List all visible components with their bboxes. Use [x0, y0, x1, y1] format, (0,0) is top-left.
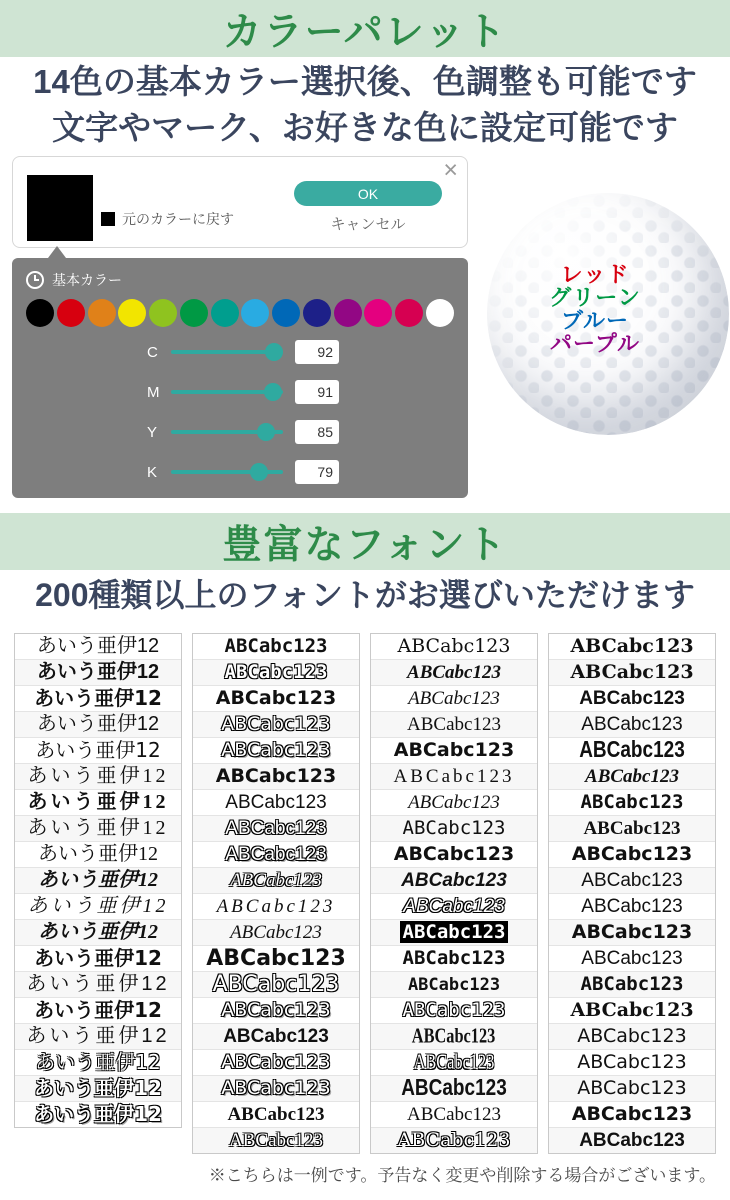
- font-sample-row: [193, 1075, 359, 1101]
- color-picker-dialog: [12, 156, 468, 248]
- font-sample-row: [15, 789, 181, 815]
- font-sample-text: あいう亜伊12: [38, 921, 158, 943]
- slider-track[interactable]: [171, 470, 283, 474]
- font-sample-text: あいう亜伊12: [27, 791, 169, 813]
- color-picker-area: [0, 153, 730, 505]
- color-dot[interactable]: [364, 299, 392, 327]
- font-sample-text: ABCabc123: [583, 818, 681, 839]
- font-sample-row: [371, 789, 537, 815]
- font-sample-text: ABCabc123: [225, 792, 327, 813]
- font-sample-row: [193, 1023, 359, 1049]
- font-sample-row: [549, 737, 715, 763]
- cancel-button[interactable]: キャンセル: [330, 216, 406, 233]
- font-sample-text: ABCabc123: [225, 818, 327, 839]
- font-sample-row: [549, 1127, 715, 1153]
- color-dot[interactable]: [334, 299, 362, 327]
- font-sample-text: ABCabc123: [215, 765, 337, 787]
- font-sample-text: ABCabc123: [407, 975, 501, 995]
- cmyk-sliders: [26, 332, 454, 492]
- font-sample-row: [549, 867, 715, 893]
- font-sample-row: [371, 737, 537, 763]
- font-sample-text: あいう亜伊12: [27, 895, 169, 917]
- slider-track[interactable]: [171, 350, 283, 354]
- font-sample-row: [15, 763, 181, 789]
- font-sample-text: ABCabc123: [402, 947, 506, 969]
- font-sample-row: [549, 815, 715, 841]
- font-sample-row: [371, 1101, 537, 1127]
- font-sample-text: ABCabc123: [571, 1103, 693, 1125]
- slider-value-input[interactable]: 85: [295, 420, 339, 444]
- font-sample-row: [371, 763, 537, 789]
- font-sample-text: ABCabc123: [206, 946, 346, 971]
- font-sample-text: ABCabc123: [221, 1051, 331, 1073]
- font-sample-text: ABCabc123: [577, 1077, 687, 1099]
- slider-knob[interactable]: [257, 423, 275, 441]
- font-sample-row: [193, 789, 359, 815]
- font-sample-text: ABCabc123: [393, 766, 515, 787]
- font-sample-row: [193, 919, 359, 945]
- font-sample-text: ABCabc123: [570, 635, 694, 657]
- font-sample-row: [193, 737, 359, 763]
- font-sample-row: [15, 634, 181, 659]
- font-sample-row: [15, 1049, 181, 1075]
- color-dot[interactable]: [426, 299, 454, 327]
- color-dot[interactable]: [26, 299, 54, 327]
- font-sample-column: [370, 633, 538, 1154]
- font-banner: [0, 513, 730, 570]
- font-sample-row: [371, 711, 537, 737]
- font-sample-text: あいう亜伊12: [38, 843, 158, 865]
- original-color-chip: [101, 212, 115, 226]
- font-sample-row: [193, 634, 359, 659]
- slider-track[interactable]: [171, 390, 283, 394]
- font-sample-text: ABCabc123: [579, 737, 685, 763]
- font-sample-text: ABCabc123: [393, 739, 515, 761]
- font-sample-row: [193, 763, 359, 789]
- palette-banner-title: カラーパレット: [222, 10, 508, 54]
- font-sample-text: ABCabc123: [215, 687, 337, 709]
- font-sample-grid: [14, 633, 716, 1154]
- font-sample-row: [193, 867, 359, 893]
- font-sample-text: あいう亜伊12: [26, 1025, 170, 1047]
- font-sample-row: [371, 1127, 537, 1153]
- font-sample-text: ABCabc123: [581, 896, 683, 917]
- font-banner-title: 豊富なフォント: [222, 523, 508, 567]
- font-sample-row: [371, 841, 537, 867]
- font-sample-row: [15, 997, 181, 1023]
- font-sample-row: [371, 685, 537, 711]
- color-dot[interactable]: [57, 299, 85, 327]
- font-sample-row: [549, 893, 715, 919]
- font-sample-row: [15, 815, 181, 841]
- ball-color-labels: [487, 263, 703, 355]
- font-sample-text: ABCabc123: [212, 972, 340, 997]
- ball-color-label: パープル: [549, 331, 641, 356]
- selected-color-swatch: [27, 175, 93, 241]
- font-sample-text: ABCabc123: [397, 1129, 511, 1151]
- font-sample-text: ABCabc123: [402, 999, 506, 1021]
- font-sample-row: [15, 711, 181, 737]
- font-sample-text: あいう亜伊12: [36, 661, 160, 683]
- font-sample-row: [549, 1075, 715, 1101]
- reset-color-label: 元のカラーに戻す: [122, 211, 234, 227]
- font-sample-text: ABCabc123: [577, 1051, 687, 1073]
- font-sample-text: ABCabc123: [401, 870, 507, 891]
- font-sample-row: [15, 737, 181, 763]
- font-sample-row: [549, 634, 715, 659]
- slider-value-input[interactable]: 91: [295, 380, 339, 404]
- font-sample-text: ABCabc123: [230, 870, 322, 891]
- font-sample-row: [549, 763, 715, 789]
- slider-label: Y: [147, 423, 158, 441]
- font-sample-text: ABCabc123: [581, 870, 683, 891]
- font-sample-text: ABCabc123: [224, 635, 328, 657]
- font-sample-text: ABCabc123: [585, 766, 679, 787]
- font-sample-row: [193, 841, 359, 867]
- font-sample-row: [549, 841, 715, 867]
- font-sample-row: [549, 789, 715, 815]
- basic-color-label: 基本カラー: [52, 272, 122, 288]
- font-sample-text: ABCabc123: [571, 921, 693, 943]
- cmyk-slider-row: [26, 452, 454, 492]
- font-sample-text: ABCabc123: [401, 1075, 507, 1101]
- font-sample-row: [193, 659, 359, 685]
- slider-knob[interactable]: [264, 383, 282, 401]
- font-sample-row: [371, 893, 537, 919]
- cmyk-slider-row: [26, 412, 454, 452]
- font-sample-row: [193, 971, 359, 997]
- color-dot[interactable]: [211, 299, 239, 327]
- close-icon[interactable]: ×: [443, 156, 458, 184]
- font-sample-column: [548, 633, 716, 1154]
- font-sample-row: [371, 867, 537, 893]
- font-sample-text: あいう亜伊12: [27, 817, 169, 839]
- slider-track[interactable]: [171, 430, 283, 434]
- font-sample-text: ABCabc123: [227, 1104, 325, 1125]
- font-sample-row: [549, 945, 715, 971]
- font-sample-row: [15, 893, 181, 919]
- font-sample-row: [15, 945, 181, 971]
- font-sample-column: [192, 633, 360, 1154]
- font-sample-row: [193, 1127, 359, 1153]
- font-sample-row: [549, 685, 715, 711]
- font-sample-row: [15, 971, 181, 997]
- font-sample-row: [371, 1049, 537, 1075]
- color-dot[interactable]: [241, 299, 269, 327]
- font-sample-row: [549, 997, 715, 1023]
- font-sample-text: ABCabc123: [408, 688, 500, 709]
- font-sample-text: あいう亜伊12: [35, 1050, 161, 1074]
- slider-label: M: [147, 383, 160, 401]
- font-sample-row: [15, 685, 181, 711]
- font-sample-text: あいう亜伊12: [27, 765, 169, 787]
- basic-color-dots: [26, 298, 454, 328]
- font-sample-row: [371, 945, 537, 971]
- palette-headline-line1: 14色の基本カラー選択後、色調整も可能です: [33, 63, 697, 100]
- basic-color-header: [26, 270, 454, 290]
- font-sample-row: [15, 1023, 181, 1049]
- font-sample-column: [14, 633, 182, 1128]
- golf-ball-image: [487, 193, 729, 435]
- font-sample-text: ABCabc123: [229, 1130, 323, 1151]
- slider-knob[interactable]: [265, 343, 283, 361]
- font-sample-row: [193, 685, 359, 711]
- font-sample-row: [193, 1049, 359, 1075]
- font-sample-text: あいう亜伊12: [34, 1076, 162, 1100]
- font-sample-row: [371, 634, 537, 659]
- font-sample-row: [371, 919, 537, 945]
- color-dot[interactable]: [118, 299, 146, 327]
- font-headline: 200種類以上のフォントがお選びいただけます: [35, 577, 695, 613]
- font-sample-text: ABCabc123: [570, 661, 694, 683]
- font-sample-row: [549, 659, 715, 685]
- font-sample-row: [549, 1049, 715, 1075]
- font-sample-text: ABCabc123: [407, 662, 501, 683]
- color-dot[interactable]: [180, 299, 208, 327]
- font-sample-text: ABCabc123: [577, 1025, 687, 1047]
- color-dot[interactable]: [88, 299, 116, 327]
- panel-pointer-triangle: [48, 246, 66, 258]
- font-sample-text: ABCabc123: [571, 843, 693, 865]
- reset-color-button[interactable]: [101, 209, 234, 229]
- font-sample-row: [371, 1075, 537, 1101]
- font-sample-row: [193, 1101, 359, 1127]
- font-sample-text: ABCabc123: [221, 999, 331, 1021]
- palette-headline-line2: 文字やマーク、お好きな色に設定可能です: [52, 109, 678, 146]
- font-sample-text: ABCabc123: [581, 948, 683, 969]
- font-sample-text: ABCabc123: [224, 661, 328, 683]
- clock-icon: [26, 271, 44, 289]
- slider-knob[interactable]: [250, 463, 268, 481]
- font-sample-row: [193, 815, 359, 841]
- font-sample-text: ABCabc123: [412, 1024, 496, 1049]
- slider-value-input[interactable]: 79: [295, 460, 339, 484]
- font-sample-row: [193, 711, 359, 737]
- color-dot[interactable]: [395, 299, 423, 327]
- font-sample-text: ABCabc123: [225, 844, 327, 865]
- font-sample-text: ABCabc123: [221, 1077, 331, 1099]
- font-sample-text: ABCabc123: [407, 714, 501, 735]
- font-sample-row: [549, 1023, 715, 1049]
- font-sample-row: [371, 971, 537, 997]
- color-dot[interactable]: [272, 299, 300, 327]
- font-sample-text: ABCabc123: [579, 688, 685, 709]
- font-sample-text: ABCabc123: [223, 1026, 329, 1047]
- palette-banner: [0, 0, 730, 57]
- slider-label: C: [147, 343, 158, 361]
- font-sample-row: [15, 1075, 181, 1101]
- color-dot[interactable]: [149, 299, 177, 327]
- cmyk-slider-row: [26, 332, 454, 372]
- slider-label: K: [147, 463, 158, 481]
- font-sample-row: [371, 1023, 537, 1049]
- font-sample-text: ABCabc123: [397, 635, 511, 657]
- font-sample-row: [15, 867, 181, 893]
- ball-color-label: グリーン: [549, 285, 641, 310]
- ball-color-label: レッド: [560, 262, 630, 287]
- font-sample-text: ABCabc123: [580, 973, 684, 995]
- font-sample-text: あいう亜伊12: [34, 1102, 162, 1126]
- font-sample-text: あいう亜伊12: [34, 686, 162, 710]
- font-sample-text: ABCabc123: [403, 896, 505, 917]
- font-sample-text: ABCabc123: [400, 921, 509, 943]
- font-sample-text: あいう亜伊12: [26, 973, 170, 995]
- slider-value-input[interactable]: 92: [295, 340, 339, 364]
- ok-button[interactable]: OK: [294, 181, 442, 206]
- font-sample-text: ABCabc123: [413, 1050, 495, 1075]
- font-sample-row: [371, 997, 537, 1023]
- font-sample-row: [193, 997, 359, 1023]
- font-sample-text: ABCabc123: [580, 791, 684, 813]
- font-sample-text: ABCabc123: [407, 1104, 501, 1125]
- font-sample-row: [15, 1101, 181, 1127]
- color-dot[interactable]: [303, 299, 331, 327]
- font-sample-row: [371, 659, 537, 685]
- font-sample-text: ABCabc123: [579, 1130, 685, 1151]
- cmyk-slider-row: [26, 372, 454, 412]
- font-sample-text: あいう亜伊12: [36, 713, 160, 735]
- font-sample-row: [371, 815, 537, 841]
- font-sample-text: ABCabc123: [402, 817, 506, 839]
- font-sample-text: あいう亜伊12: [34, 998, 162, 1022]
- font-sample-text: あいう亜伊12: [34, 946, 162, 970]
- font-sample-text: あいう亜伊12: [36, 635, 160, 657]
- font-sample-row: [549, 971, 715, 997]
- font-sample-text: ABCabc123: [221, 739, 331, 761]
- font-sample-text: ABCabc123: [393, 843, 515, 865]
- font-sample-text: ABCabc123: [581, 714, 683, 735]
- font-sample-text: ABCabc123: [216, 896, 336, 917]
- font-sample-row: [15, 841, 181, 867]
- basic-color-panel: [12, 258, 468, 498]
- palette-headline: [0, 57, 730, 151]
- font-sample-text: あいう亜伊12: [38, 869, 158, 891]
- font-sample-text: あいう亜伊12: [35, 738, 161, 762]
- font-sample-text: ABCabc123: [221, 713, 331, 735]
- font-sample-row: [549, 711, 715, 737]
- font-sample-row: [549, 1101, 715, 1127]
- font-sample-text: ABCabc123: [408, 792, 500, 813]
- font-sample-row: [193, 893, 359, 919]
- ball-color-label: ブルー: [560, 308, 630, 333]
- font-sample-row: [15, 659, 181, 685]
- font-sample-text: ABCabc123: [230, 922, 322, 943]
- font-sample-row: [15, 919, 181, 945]
- disclaimer-note: ※こちらは一例です。予告なく変更や削除する場合がございます。: [208, 1166, 716, 1185]
- font-sample-row: [549, 919, 715, 945]
- font-sample-text: ABCabc123: [570, 999, 694, 1021]
- font-sample-row: [193, 945, 359, 971]
